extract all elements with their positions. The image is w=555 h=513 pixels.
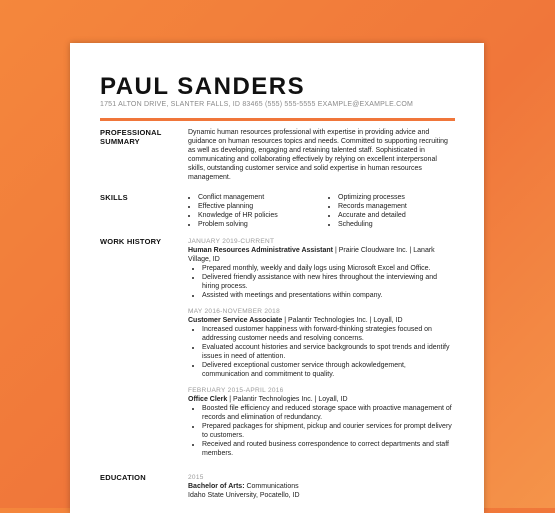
job-role [188, 246, 453, 264]
skill-item: • Conflict management [198, 193, 318, 202]
skill-item: • Optimizing processes [338, 193, 458, 202]
job-role [188, 395, 453, 404]
skill-item: • Accurate and detailed [338, 211, 458, 220]
job-dates: MAY 2016-NOVEMBER 2018 [188, 308, 280, 315]
job-entry [188, 307, 453, 379]
degree-field: Communications [246, 483, 299, 490]
skills-left-column [188, 193, 318, 229]
education-school: Idaho State University, Pocatello, ID [188, 492, 300, 499]
education-section [100, 473, 455, 508]
work-history-content [188, 237, 453, 465]
job-entry [188, 386, 453, 458]
job-company: | Palantir Technologies Inc. | Loyall, ID [229, 396, 348, 403]
job-title: Customer Service Associate [188, 317, 283, 324]
work-history-section [100, 237, 455, 467]
candidate-name: PAUL SANDERS [100, 73, 306, 100]
skills-section [100, 193, 455, 233]
job-bullet: • Increased customer happiness with forward-thinking strategies focused on addressing customer needs and resolving concerns. [202, 325, 453, 343]
job-dates: JANUARY 2019-CURRENT [188, 238, 275, 245]
contact-line: 1751 ALTON DRIVE, SLANTER FALLS, ID 83465 (555) 555-5555 EXAMPLE@EXAMPLE.COM [100, 101, 414, 108]
education-year: 2015 [188, 474, 204, 481]
degree-label: Bachelor of Arts: [188, 483, 245, 490]
education-content [188, 473, 453, 500]
job-bullet: • Prepared monthly, weekly and daily logs using Microsoft Excel and Office. [202, 264, 453, 273]
job-company: | Prairie Cloudware Inc. | Lanark Village, ID [188, 247, 435, 263]
job-bullet: • Evaluated account histories and service backgrounds to spot trends and identify issues in need of attention. [202, 343, 453, 361]
job-entry [188, 237, 453, 300]
resume-page [70, 43, 484, 513]
skills-right-column [328, 193, 458, 229]
work-history-heading: WORK HISTORY [100, 237, 162, 246]
accent-divider [100, 118, 455, 121]
summary-text: Dynamic human resources professional with expertise in providing advice and guidance on human resources topics and needs. Committed to supporting recruiting as well as developing, engaging and retaining talented staff. Sophisticated in communicating and collaborating effectively by relying on excellent interpersonal skills, outstanding customer service and solid expertise in human resources management. [188, 129, 448, 181]
skills-heading: SKILLS [100, 193, 128, 202]
job-bullet: • Boosted file efficiency and reduced storage space with proactive management of records and elimination of redundancy. [202, 404, 453, 422]
job-role [188, 316, 453, 325]
job-bullet: • Assisted with meetings and presentations within company. [202, 291, 453, 300]
skill-item: • Effective planning [198, 202, 318, 211]
education-heading: EDUCATION [100, 473, 146, 482]
job-bullet: • Delivered friendly assistance with new hires throughout the interviewing and hiring process. [202, 273, 453, 291]
job-dates: FEBRUARY 2015-APRIL 2016 [188, 387, 284, 394]
job-title: Human Resources Administrative Assistant [188, 247, 333, 254]
summary-section [100, 128, 455, 188]
job-bullet: • Delivered exceptional customer service through ackowledgement, communication and commitment to quality. [202, 361, 453, 379]
skill-item: • Problem solving [198, 220, 318, 229]
skill-item: • Knowledge of HR policies [198, 211, 318, 220]
job-bullet: • Received and routed business correspondence to correct departments and staff members. [202, 440, 453, 458]
education-degree [188, 482, 453, 491]
skill-item: • Records management [338, 202, 458, 211]
skill-item: • Scheduling [338, 220, 458, 229]
job-company: | Palantir Technologies Inc. | Loyall, ID [284, 317, 403, 324]
job-title: Office Clerk [188, 396, 228, 403]
summary-heading: PROFESSIONAL SUMMARY [100, 128, 162, 146]
job-bullet: • Prepared packages for shipment, pickup and courier services for prompt delivery to customers. [202, 422, 453, 440]
